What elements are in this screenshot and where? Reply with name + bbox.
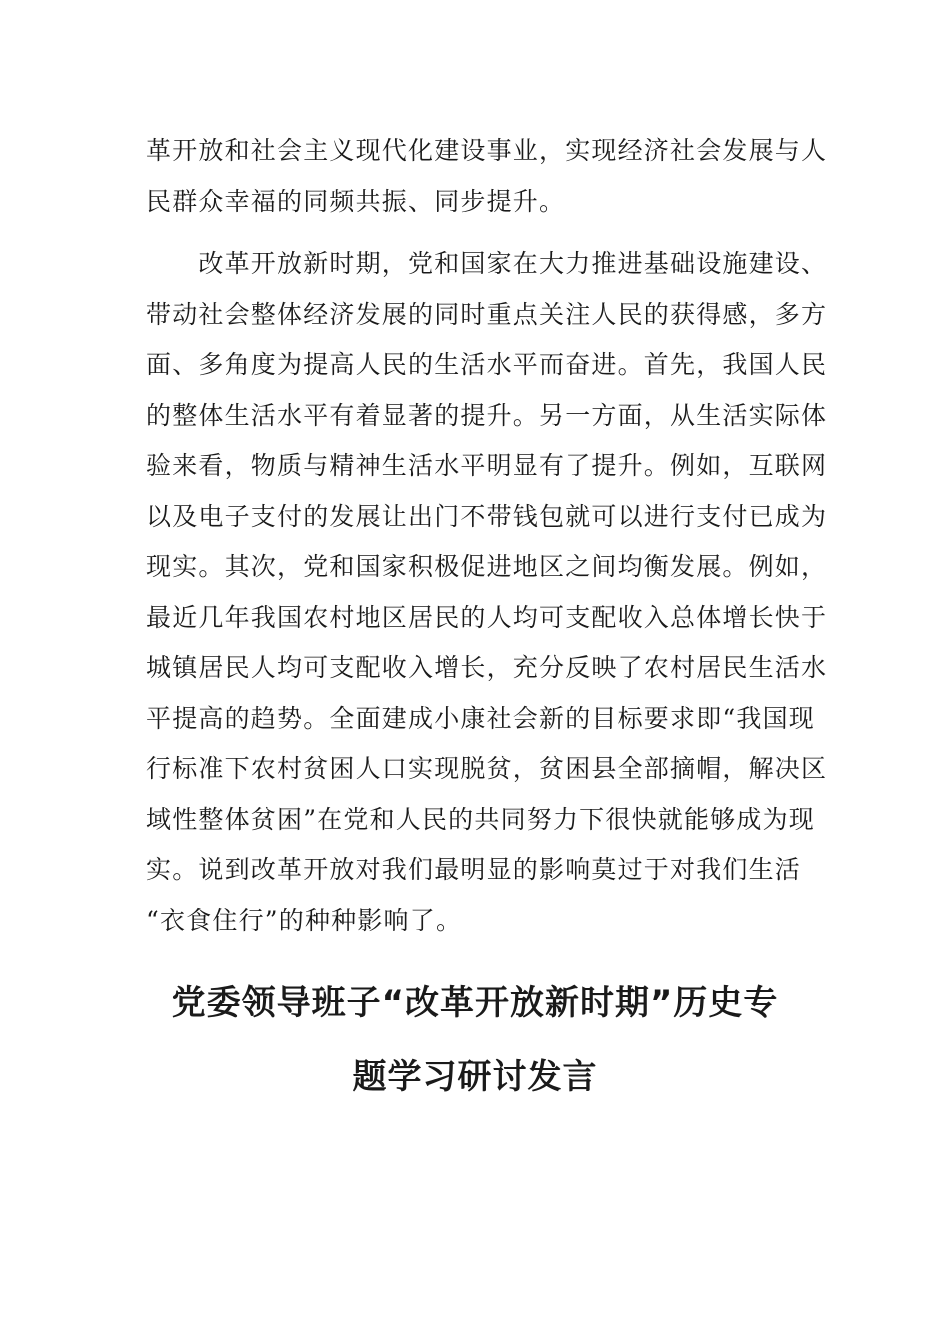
section-heading (100, 968, 850, 1112)
text-line: 革开放和社会主义现代化建设事业，实现经济社会发展与人 (146, 136, 828, 165)
text-line: 实。说到改革开放对我们最明显的影响莫过于对我们生活 (146, 855, 802, 884)
heading-line-2: 题学习研讨发言 (352, 1057, 598, 1097)
text-line: 域性整体贫困”在党和人民的共同努力下很快就能够成为现 (146, 804, 815, 834)
text-line: 验来看，物质与精神生活水平明显有了提升。例如，互联网 (146, 451, 828, 480)
text-line: 最近几年我国农村地区居民的人均可支配收入总体增长快于 (146, 602, 828, 632)
body-text (146, 126, 828, 946)
text-line: 平提高的趋势。全面建成小康社会新的目标要求即“我国现 (146, 703, 815, 733)
text-line: 改革开放新时期，党和国家在大力推进基础设施建设、 (146, 249, 828, 278)
text-line: 面、多角度为提高人民的生活水平而奋进。首先，我国人民 (146, 350, 828, 379)
text-line: 行标准下农村贫困人口实现脱贫，贫困县全部摘帽，解决区 (146, 754, 828, 783)
text-line: 现实。其次，党和国家积极促进地区之间均衡发展。例如， (146, 552, 828, 581)
text-line: 城镇居民人均可支配收入增长，充分反映了农村居民生活水 (146, 653, 828, 682)
text-line: “衣食住行”的种种影响了。 (146, 905, 463, 935)
text-line: 带动社会整体经济发展的同时重点关注人民的获得感，多方 (146, 299, 828, 329)
text-line: 民群众幸福的同频共振、同步提升。 (146, 186, 566, 216)
paragraph-gap (146, 227, 810, 239)
text-line: 以及电子支付的发展让出门不带钱包就可以进行支付已成为 (146, 501, 828, 531)
text-line: 的整体生活水平有着显著的提升。另一方面，从生活实际体 (146, 400, 828, 430)
heading-line-1: 党委领导班子“改革开放新时期”历史专 (171, 983, 779, 1023)
